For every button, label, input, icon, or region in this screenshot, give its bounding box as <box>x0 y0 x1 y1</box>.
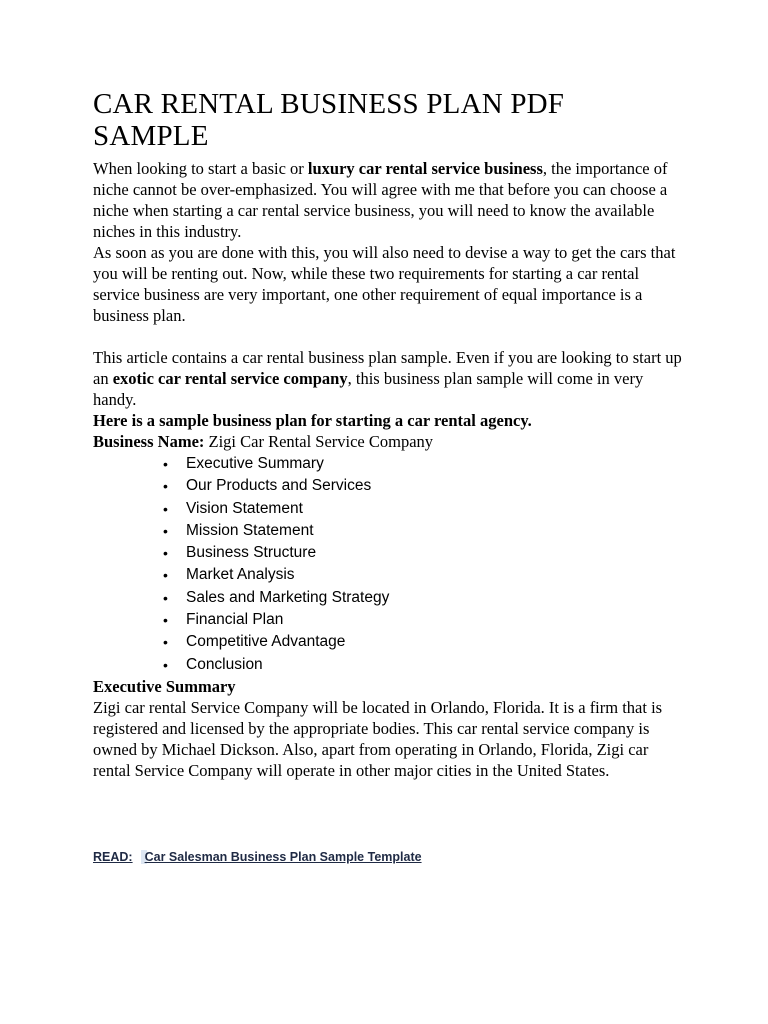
bullet-icon: • <box>163 634 168 651</box>
intro-paragraph-2: As soon as you are done with this, you will also need to devise a way to get the cars that you will be renting out. Now, while these two requirements for starting a car rental service business are very important, one other requirement of equal importance is a business plan. <box>93 243 676 325</box>
business-name-value: Zigi Car Rental Service Company <box>204 432 434 451</box>
intro-paragraph-3 <box>93 347 683 410</box>
list-item <box>163 542 683 564</box>
read-label: READ: <box>93 850 133 864</box>
list-item <box>163 631 683 653</box>
bullet-icon: • <box>163 656 168 673</box>
list-item-label: Vision Statement <box>186 499 303 517</box>
bullet-icon: • <box>163 612 168 629</box>
list-item <box>163 453 683 475</box>
list-item <box>163 498 683 520</box>
list-item <box>163 475 683 497</box>
bullet-icon: • <box>163 456 168 472</box>
executive-summary-text: Zigi car rental Service Company will be located in Orlando, Florida. It is a firm that is registered and licensed by the appropriate bodies. This car rental service company is owned by Michael Dickson. Also, apart from operating in Orlando, Florida, Zigi car rental Service Company will operate in other major cities in the United States. <box>93 697 663 780</box>
list-item <box>163 654 683 676</box>
bullet-icon: • <box>163 522 168 539</box>
related-article-link[interactable]: Car Salesman Business Plan Sample Template <box>141 850 422 864</box>
list-item <box>163 609 683 631</box>
luxury-rental-keyword: luxury car rental service business <box>307 159 543 178</box>
article-text: This article contains a car rental business plan sample. Even if you are looking to start up an <box>93 348 682 388</box>
table-of-contents <box>93 453 683 676</box>
list-item-label: Competitive Advantage <box>186 633 346 651</box>
list-item-label: Market Analysis <box>186 566 295 584</box>
page-title: CAR RENTAL BUSINESS PLAN PDF SAMPLE <box>93 88 565 152</box>
read-more-line <box>93 850 422 864</box>
exotic-rental-keyword: exotic car rental service company <box>112 369 348 388</box>
list-item-label: Financial Plan <box>186 611 284 629</box>
sample-plan-heading: Here is a sample business plan for starting a car rental agency. <box>93 411 532 430</box>
bullet-icon: • <box>163 567 168 584</box>
intro-text-continued: , the importance of niche cannot be over-emphasized. You will agree with me that before you can choose a niche when starting a car rental service business, you will need to know the available niches in this industry. <box>93 159 668 241</box>
list-item-label: Our Products and Services <box>186 477 372 495</box>
business-name-label: Business Name: <box>93 432 205 451</box>
list-item <box>163 520 683 542</box>
list-item-label: Business Structure <box>186 544 317 562</box>
bullet-icon: • <box>163 478 168 495</box>
list-item-label: Conclusion <box>186 655 263 673</box>
list-item <box>163 587 683 609</box>
business-name-line <box>93 431 683 452</box>
intro-paragraph-1 <box>93 158 683 242</box>
executive-summary-heading: Executive Summary <box>93 676 236 696</box>
paragraph-spacer <box>93 326 683 347</box>
article-text-continued: , this business plan sample will come in very handy. <box>93 369 644 409</box>
document-page <box>93 88 683 781</box>
intro-text: When looking to start a basic or <box>93 159 308 178</box>
list-item-label: Mission Statement <box>186 521 314 539</box>
bullet-icon: • <box>163 589 168 606</box>
list-item <box>163 564 683 586</box>
list-item-label: Executive Summary <box>186 455 324 472</box>
bullet-icon: • <box>163 545 168 562</box>
bullet-icon: • <box>163 500 168 517</box>
list-item-label: Sales and Marketing Strategy <box>186 588 390 606</box>
